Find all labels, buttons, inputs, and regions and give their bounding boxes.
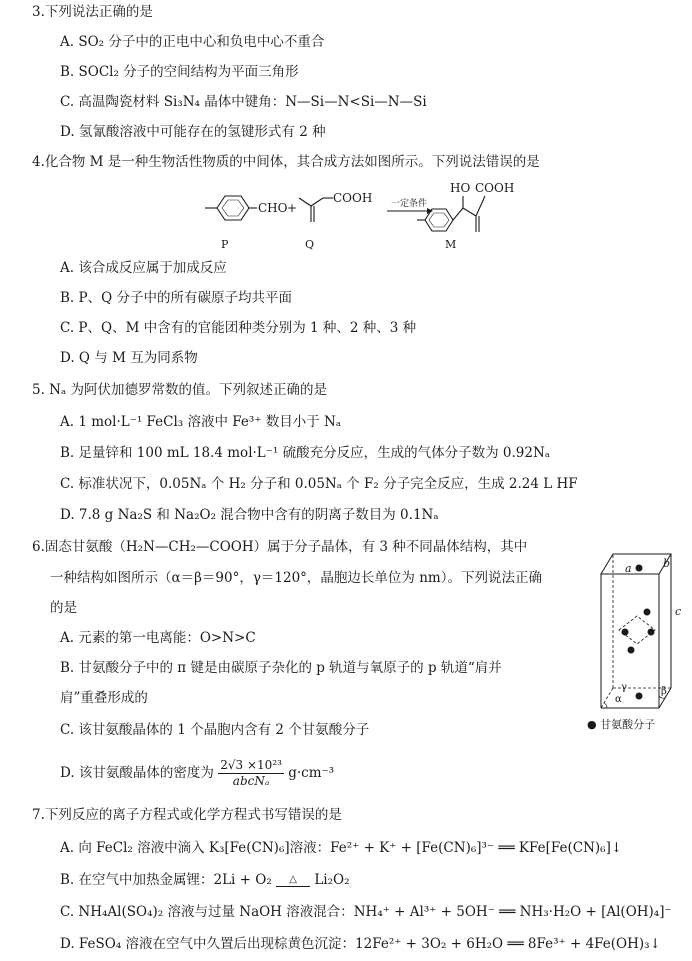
reaction-condition: 一定条件	[391, 199, 428, 209]
q6-option-b-line1: B. 甘氨酸分子中的 π 键是由碳原子杂化的 p 轨道与氧原子的 p 轨道“肩并	[60, 660, 502, 676]
q5-option-d: D. 7.8 g Na₂S 和 Na₂O₂ 混合物中含有的阴离子数目为 0.1Nₐ	[60, 507, 439, 523]
q6-option-a: A. 元素的第一电离能：O>N>C	[60, 630, 256, 646]
density-unit: g·cm⁻³	[288, 765, 335, 781]
q3-option-d: D. 氢氰酸溶液中可能存在的氢键形式有 2 种	[60, 124, 326, 140]
heating-arrow	[276, 875, 310, 887]
edge-label-a: a	[625, 562, 632, 575]
angle-label-alpha: α	[615, 694, 622, 705]
q3-stem: 3.下列说法正确的是	[32, 4, 153, 20]
label-m: M	[445, 238, 457, 251]
molecule-dot	[644, 609, 651, 616]
label-p: P	[221, 238, 229, 251]
label-q: Q	[305, 238, 315, 251]
q4-option-c: C. P、Q、M 中含有的官能团种类分别为 1 种、2 种、3 种	[60, 320, 417, 336]
unit-cell-figure	[585, 540, 690, 735]
edge-label-b: b	[663, 557, 671, 570]
density-numerator: 2√3 ×10²³	[220, 758, 282, 772]
q4-option-d: D. Q 与 M 互为同系物	[60, 350, 198, 366]
q7-option-b-suffix: Li₂O₂	[314, 872, 350, 888]
molecule-dot	[628, 647, 635, 654]
q6-option-d-prefix: D. 该甘氨酸晶体的密度为	[60, 765, 214, 781]
q5-option-c: C. 标准状况下，0.05Nₐ 个 H₂ 分子和 0.05Nₐ 个 F₂ 分子完全反应，生成 2.24 L HF	[60, 476, 578, 492]
q5-option-a: A. 1 mol·L⁻¹ FeCl₃ 溶液中 Fe³⁺ 数目小于 Nₐ	[60, 414, 342, 430]
q7-option-c: C. NH₄Al(SO₄)₂ 溶液与过量 NaOH 溶液混合：NH₄⁺ + Al³⁺ + 5OH⁻ ══ NH₃·H₂O + [Al(OH)₄]⁻	[60, 904, 672, 920]
q5-option-b: B. 足量锌和 100 mL 18.4 mol·L⁻¹ 硫酸充分反应，生成的气体分子数为 0.92Nₐ	[60, 445, 550, 461]
q4-option-b: B. P、Q 分子中的所有碳原子均共平面	[60, 290, 292, 306]
q6-option-b-line2: 肩”重叠形成的	[60, 690, 148, 706]
edge-label-c: c	[675, 605, 682, 618]
m-carboxyl-group: COOH	[475, 181, 515, 195]
q3-option-c: C. 高温陶瓷材料 Si₃N₄ 晶体中键角：N—Si—N<Si—N—Si	[60, 94, 427, 110]
q3-option-b: B. SOCl₂ 分子的空间结构为平面三角形	[60, 64, 299, 80]
m-hydroxyl-group: HO	[450, 181, 471, 195]
density-denominator: abcNₐ	[232, 774, 270, 788]
molecule-dot	[636, 565, 643, 572]
q7-option-d: D. FeSO₄ 溶液在空气中久置后出现棕黄色沉淀：12Fe²⁺ + 3O₂ + 6H₂O ══ 8Fe³⁺ + 4Fe(OH)₃↓	[60, 936, 661, 952]
cell-top-face	[601, 554, 671, 574]
q4-stem: 4.化合物 M 是一种生物活性物质的中间体，其合成方法如图所示。下列说法错误的是	[32, 154, 540, 170]
q6-stem-line3: 的是	[50, 600, 77, 616]
density-fraction	[218, 758, 284, 789]
p-ring-inner	[222, 200, 244, 216]
q3-option-a: A. SO₂ 分子中的正电中心和负电中心不重合	[60, 34, 325, 50]
q4-option-a: A. 该合成反应属于加成反应	[60, 260, 227, 276]
q5-stem: 5. Nₐ 为阿伏加德罗常数的值。下列叙述正确的是	[32, 382, 327, 398]
q7-option-b-prefix: B. 在空气中加热金属锂：2Li + O₂	[60, 872, 272, 888]
molecule-dot	[622, 629, 629, 636]
angle-label-gamma: γ	[621, 682, 627, 693]
q6-option-c: C. 该甘氨酸晶体的 1 个晶胞内含有 2 个甘氨酸分子	[60, 722, 370, 738]
q6-stem-line1: 6.固态甘氨酸（H₂N—CH₂—COOH）属于分子晶体，有 3 种不同晶体结构，其中	[32, 539, 528, 555]
q6-stem-line2: 一种结构如图所示（α＝β＝90°，γ＝120°，晶胞边长单位为 nm）。下列说法正确	[50, 570, 542, 586]
delta-symbol: △	[289, 873, 297, 885]
angle-label-beta: β	[661, 686, 667, 697]
q-carboxyl-group: COOH	[333, 191, 373, 205]
q7-option-b	[60, 870, 350, 890]
molecule-dot	[636, 693, 643, 700]
molecule-dot	[648, 629, 655, 636]
molecule-legend: ● 甘氨酸分子	[587, 718, 656, 731]
q7-stem: 7.下列反应的离子方程式或化学方程式书写错误的是	[32, 807, 342, 823]
plus-sign: +	[287, 201, 298, 215]
reaction-scheme	[195, 176, 525, 256]
q6-option-d	[60, 756, 334, 790]
q7-option-a: A. 向 FeCl₂ 溶液中滴入 K₃[Fe(CN)₆]溶液：Fe²⁺ + K⁺ + [Fe(CN)₆]³⁻ ══ KFe[Fe(CN)₆]↓	[60, 840, 623, 856]
p-aldehyde-group: CHO	[258, 201, 288, 215]
